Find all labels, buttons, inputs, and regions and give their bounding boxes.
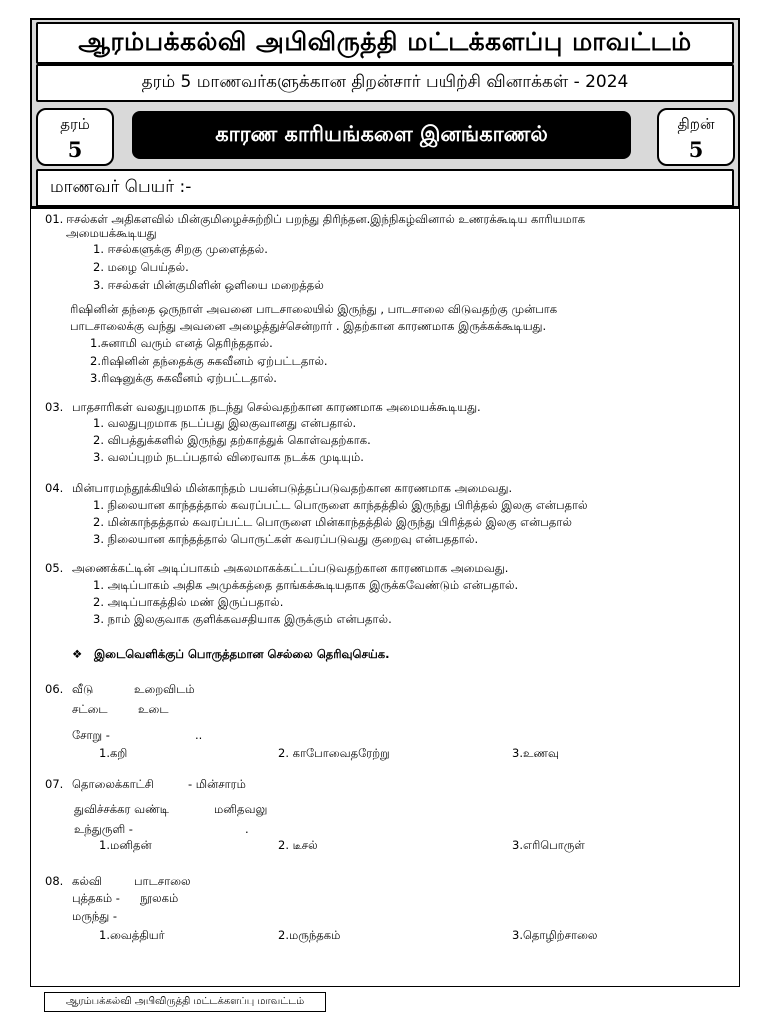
question-number: 07. [45, 777, 64, 791]
pair1-left: தொலைக்காட்சி [72, 777, 154, 791]
student-name-row [36, 169, 734, 207]
pair1-left: கல்வி [72, 874, 102, 888]
option: 3. ஈசல்கள் மின்குமிளின் ஒளியை மறைத்தல் [93, 278, 324, 292]
option: 3. வலப்புறம் நடப்பதால் விரைவாக நடக்க முடியும். [93, 450, 364, 464]
option: 1. நிலையான காந்தத்தால் கவரப்பட்ட பொருளை காந்தத்தில் இருந்து பிரித்தல் இலகு என்பதால் [93, 498, 588, 512]
question-number: 03. [45, 400, 64, 414]
subtitle-banner [36, 64, 734, 102]
skill-value: 5 [688, 137, 704, 162]
option: 3. நிலையான காந்தத்தால் பொருட்கள் கவரப்படுவது குறைவு என்பததால். [93, 532, 479, 546]
option: 2.ரிஷினின் தந்தைக்கு சுகவீனம் ஏற்பட்டதால். [90, 354, 328, 368]
option: 1.மனிதன் [99, 838, 152, 852]
pair1-right: பாடசாலை [134, 874, 191, 888]
option: 1. ஈசல்களுக்கு சிறகு முளைத்தல். [93, 242, 268, 256]
analogy-prompt: உந்துருளி - [74, 822, 133, 836]
option: 1.வைத்தியர் [99, 928, 165, 942]
question-number: 05. [45, 561, 64, 575]
option: 1.கறி [99, 746, 128, 760]
instruction-text: இடைவெளிக்குப் பொருத்தமான செல்லை தெரிவுசெய்க. [94, 647, 390, 661]
skill-label: திறன் [677, 115, 715, 133]
question-number: 04. [45, 481, 64, 495]
pair2-left: புத்தகம் - [72, 891, 120, 905]
question-number: 06. [45, 682, 64, 696]
title-banner [36, 22, 734, 64]
topic-title: காரண காரியங்களை இனங்காணல் [215, 121, 548, 146]
pair1-right: - மின்சாரம் [188, 777, 246, 791]
question-text-line: ரிஷினின் தந்தை ஒருநாள் அவனை பாடசாலையில் இருந்து , பாடசாலை விடுவதற்கு முன்பாக [70, 302, 558, 316]
option: 1. வலதுபுறமாக நடப்பது இலகுவானது என்பதால். [93, 416, 357, 430]
question-number: 08. [45, 874, 64, 888]
option: 1. அடிப்பாகம் அதிக அமுக்கத்தை தாங்கக்கூடியதாக இருக்கவேண்டும் என்பதால். [93, 578, 519, 592]
option: 2. மின்காந்தத்தால் கவரப்பட்ட பொருளை மின்காந்தத்தில் இருந்து பிரித்தல் இலகு என்பதால் [93, 515, 572, 529]
option: 2.மருந்தகம் [278, 928, 341, 942]
student-name-label: மாணவர் பெயர் :- [50, 177, 192, 197]
option: 3.எரிபொருள் [512, 838, 585, 852]
topic-banner [132, 111, 631, 159]
option: 3.ரிஷனுக்கு சுகவீனம் ஏற்பட்டதால். [90, 371, 277, 385]
pair2-right: நூலகம் [140, 891, 179, 905]
option: 2. விபத்துக்களில் இருந்து தற்காத்துக் கொள்வதற்காக. [93, 433, 371, 447]
option: 2. மழை பெய்தல். [93, 260, 189, 274]
analogy-prompt: மருந்து - [72, 909, 118, 923]
page-subtitle: தரம் 5 மாணவர்களுக்கான திறன்சார் பயிற்சி வினாக்கள் - 2024 [141, 72, 629, 92]
option: 2. டீசல் [278, 838, 318, 852]
question-text-line: பாடசாலைக்கு வந்து அவனை அழைத்துச்சென்றார் . இதற்கான காரணமாக இருக்கக்கூடியது. [70, 319, 547, 333]
option: 3.உணவு [512, 746, 560, 760]
footer-label-box [44, 992, 326, 1012]
pair2-right: மனிதவலு [214, 802, 268, 816]
option: 3. நாம் இலகுவாக குளிக்கவசதியாக இருக்கும் என்பதால். [93, 612, 392, 626]
question-text-line: ஈசல்கள் அதிகளவில் மின்குமிழைச்சுற்றிப் பறந்து திரிந்தன.இந்நிகழ்வினால் உணரக்கூடிய காரியமாக [66, 212, 586, 226]
grade-value: 5 [67, 137, 83, 162]
question-text-line: மின்பாரமந்தூக்கியில் மின்காந்தம் பயன்படுத்தப்படுவதற்கான காரணமாக அமைவது. [72, 481, 513, 495]
grade-badge [36, 108, 114, 166]
skill-badge [657, 108, 735, 166]
grade-label: தரம் [60, 115, 90, 133]
question-text-line: அணைக்கட்டின் அடிப்பாகம் அகலமாகக்கட்டப்படுவதற்கான காரணமாக அமைவது. [72, 561, 509, 575]
pair2-left: சட்டை [72, 702, 108, 716]
answer-blank: . [245, 822, 249, 836]
pair1-right: உறைவிடம் [134, 682, 195, 696]
page-title: ஆரம்பக்கல்வி அபிவிருத்தி மட்டக்களப்பு மாவட்டம் [78, 26, 692, 56]
answer-blank: .. [195, 728, 203, 742]
diamond-bullet-icon: ❖ [72, 647, 83, 661]
pair1-left: வீடு [72, 682, 94, 696]
option: 2. காபோவைதரேற்று [278, 746, 390, 760]
analogy-prompt: சோறு - [72, 728, 110, 742]
pair2-right: உடை [138, 702, 169, 716]
option: 2. அடிப்பாகத்தில் மண் இருப்பதால். [93, 595, 284, 609]
question-text-line: பாதசாரிகள் வலதுபுறமாக நடந்து செல்வதற்கான காரணமாக அமையக்கூடியது. [72, 400, 481, 414]
option: 1.சுனாமி வரும் எனத் தெரிந்ததால். [90, 336, 273, 350]
pair2-left: துவிச்சக்கர வண்டி [74, 802, 169, 816]
footer-text: ஆரம்பக்கல்வி அபிவிருத்தி மட்டக்களப்பு மாவட்டம் [65, 996, 305, 1007]
option: 3.தொழிற்சாலை [512, 928, 598, 942]
question-number: 01. [45, 212, 64, 226]
question-text-line: அமையக்கூடியது [66, 226, 157, 240]
